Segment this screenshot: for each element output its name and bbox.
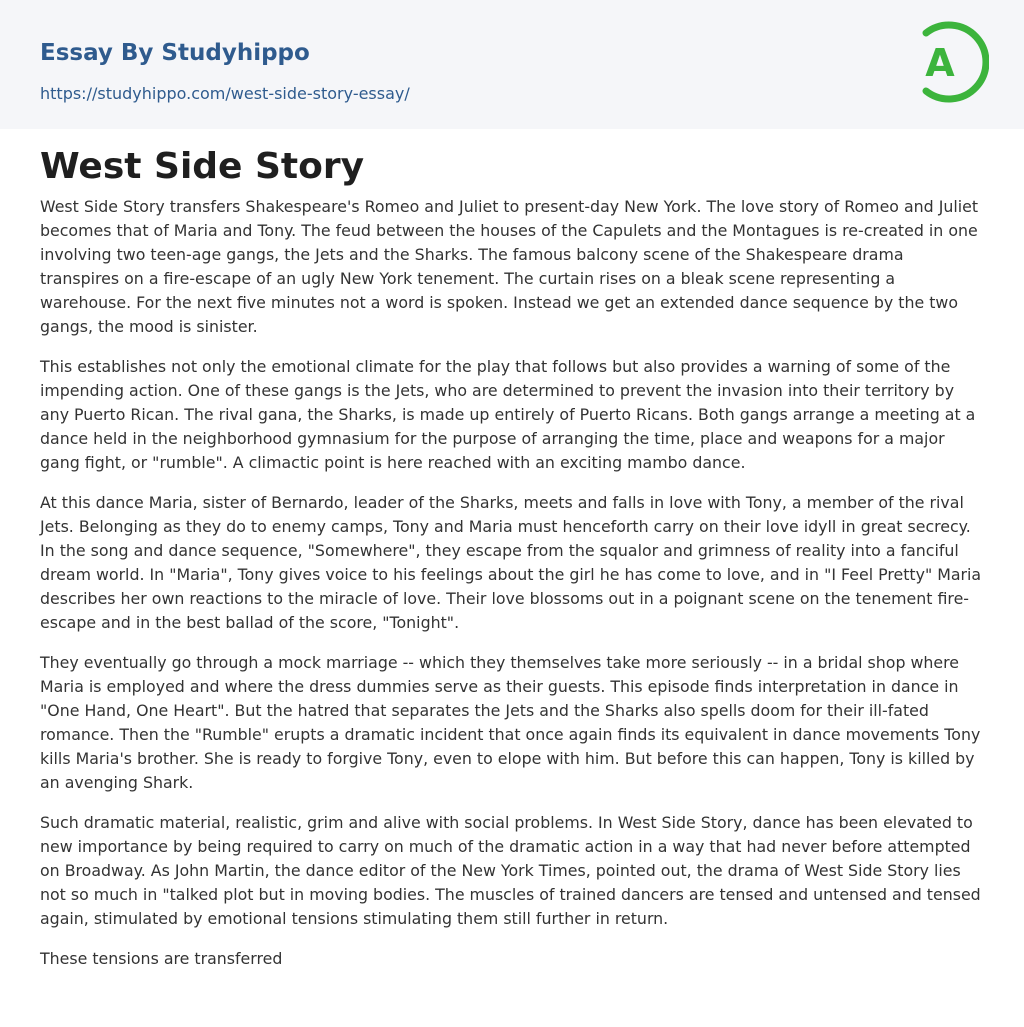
article-paragraph: At this dance Maria, sister of Bernardo, leader of the Sharks, meets and falls in love with Tony, a member of the rival Jets. Belonging as they do to enemy camps, Tony and Maria must henceforth carry on their love idyll in great secrecy. In the song and dance sequence, "Somewhere", they escape from the squalor and grimness of reality into a fanciful dream world. In "Maria", Tony gives voice to his feelings about the girl he has come to love, and in "I Feel Pretty" Maria describes her own reactions to the miracle of love. Their love blossoms out in a poignant scene on the tenement fire-escape and in the best ballad of the score, "Tonight". (40, 493, 982, 632)
page-title: West Side Story (40, 146, 365, 187)
article (40, 143, 984, 987)
site-header (0, 0, 1024, 129)
article-paragraph: They eventually go through a mock marriage -- which they themselves take more seriously -- in a bridal shop where Maria is employed and where the dress dummies serve as their guests. This episode finds interpretation in dance in "One Hand, One Heart". But the hatred that separates the Jets and the Sharks also spells doom for their ill-fated romance. Then the "Rumble" erupts a dramatic incident that once again finds its equivalent in dance movements Tony kills Maria's brother. She is ready to forgive Tony, even to elope with him. But before this can happen, Tony is killed by an avenging Shark. (40, 653, 981, 792)
logo-letter: A (925, 41, 955, 85)
article-paragraph: These tensions are transferred (40, 949, 283, 968)
article-paragraph: This establishes not only the emotional climate for the play that follows but also provides a warning of some of the impending action. One of these gangs is the Jets, who are determined to prevent the invasion into their territory by any Puerto Rican. The rival gana, the Sharks, is made up entirely of Puerto Ricans. Both gangs arrange a meeting at a dance held in the neighborhood gymnasium for the purpose of arranging the time, place and weapons for a major gang fight, or "rumble". A climactic point is here reached with an exciting mambo dance. (40, 357, 976, 472)
brand-title[interactable]: Essay By Studyhippo (40, 40, 310, 66)
article-paragraph: West Side Story transfers Shakespeare's Romeo and Juliet to present-day New York. The love story of Romeo and Juliet becomes that of Maria and Tony. The feud between the houses of the Capulets and the Montagues is re-created in one involving two teen-age gangs, the Jets and the Sharks. The famous balcony scene of the Shakespeare drama transpires on a fire-escape of an ugly New York tenement. The curtain rises on a bleak scene representing a warehouse. For the next five minutes not a word is spoken. Instead we get an extended dance sequence by the two gangs, the mood is sinister. (40, 197, 979, 336)
article-paragraph: Such dramatic material, realistic, grim and alive with social problems. In West Side Story, dance has been elevated to new importance by being required to carry on much of the dramatic action in a way that had never before attempted on Broadway. As John Martin, the dance editor of the New York Times, pointed out, the drama of West Side Story lies not so much in "talked plot but in moving bodies. The muscles of trained dancers are tensed and untensed and tensed again, stimulated by emotional tensions stimulating them still further in return. (40, 813, 981, 928)
studyhippo-logo[interactable] (909, 19, 989, 105)
logo-icon (909, 19, 989, 105)
source-url-link[interactable]: https://studyhippo.com/west-side-story-essay/ (40, 84, 410, 103)
